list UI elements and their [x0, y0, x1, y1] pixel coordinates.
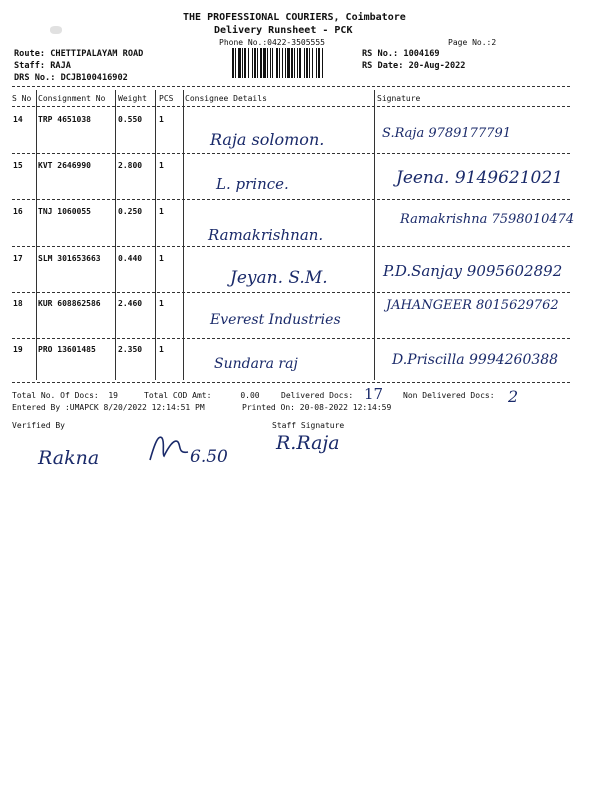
barcode-bar	[238, 48, 241, 78]
staff-signature: R.Raja	[276, 432, 340, 454]
table-bottom-rule	[12, 382, 570, 383]
cell-sno: 17	[13, 254, 23, 263]
cell-weight: 2.800	[118, 161, 143, 170]
scan-mark	[50, 26, 62, 34]
signature-handwriting: Jeena. 9149621021	[396, 168, 563, 188]
cell-pcs: 1	[159, 254, 164, 263]
delivered-docs-value: 17	[364, 385, 384, 403]
consignee-handwriting: Raja solomon.	[210, 130, 325, 149]
cell-sno: 14	[13, 115, 23, 124]
cell-pcs: 1	[159, 299, 164, 308]
rs-date: RS Date: 20-Aug-2022	[362, 61, 466, 71]
barcode-bar	[304, 48, 305, 78]
barcode-bar	[248, 48, 249, 78]
consignee-handwriting: Ramakrishnan.	[208, 226, 324, 244]
barcode-bar	[267, 48, 268, 78]
consignee-handwriting: L. prince.	[216, 175, 289, 193]
route: Route: CHETTIPALAYAM ROAD	[14, 49, 144, 59]
staff-signature-label: Staff Signature	[272, 421, 345, 430]
row-rule	[12, 246, 570, 247]
non-delivered-docs-label: Non Delivered Docs:	[403, 391, 495, 400]
col-divider	[115, 90, 116, 380]
col-divider	[36, 90, 37, 380]
barcode-bar	[291, 48, 293, 78]
barcode-bar	[244, 48, 246, 78]
staff: Staff: RAJA	[14, 61, 71, 71]
col-header-sno: S No	[12, 94, 32, 103]
row-rule	[12, 153, 570, 154]
table-top-rule	[12, 86, 570, 87]
barcode-bar	[242, 48, 243, 78]
cell-consignment: KVT 2646990	[38, 161, 91, 170]
barcode-bar	[272, 48, 273, 78]
delivered-docs-label: Delivered Docs:	[281, 391, 354, 400]
col-divider	[374, 90, 375, 380]
barcode-bar	[294, 48, 295, 78]
barcode-bar	[263, 48, 266, 78]
row-rule	[12, 199, 570, 200]
cell-pcs: 1	[159, 115, 164, 124]
barcode-bar	[312, 48, 313, 78]
consignee-handwriting: Everest Industries	[210, 312, 341, 328]
barcode-bar	[252, 48, 253, 78]
middle-signature-stroke	[148, 428, 196, 464]
verified-by-label: Verified By	[12, 421, 65, 430]
barcode-bar	[316, 48, 317, 78]
barcode-bar	[306, 48, 308, 78]
barcode-bar	[297, 48, 298, 78]
rs-number: RS No.: 1004169	[362, 49, 440, 59]
cell-sno: 16	[13, 207, 23, 216]
barcode-bar	[276, 48, 278, 78]
signature-handwriting: D.Priscilla 9994260388	[392, 352, 559, 368]
barcode-bar	[318, 48, 320, 78]
cell-consignment: TRP 4651038	[38, 115, 91, 124]
verified-by-signature: Rakna	[38, 447, 100, 469]
signature-handwriting: Ramakrishna 7598010474	[400, 212, 575, 227]
cell-weight: 2.460	[118, 299, 143, 308]
barcode-bar	[254, 48, 256, 78]
col-divider	[183, 90, 184, 380]
cell-weight: 0.250	[118, 207, 143, 216]
runsheet-title: Delivery Runsheet - PCK	[214, 25, 353, 36]
drs-number: DRS No.: DCJB100416902	[14, 73, 128, 83]
entered-by: Entered By :UMAPCK 8/20/2022 12:14:51 PM	[12, 403, 205, 412]
barcode-bar	[322, 48, 323, 78]
printed-on: Printed On: 20-08-2022 12:14:59	[242, 403, 392, 412]
barcode-bar	[232, 48, 234, 78]
signature-handwriting: P.D.Sanjay 9095602892	[383, 262, 563, 280]
col-header-signature: Signature	[377, 94, 421, 103]
middle-signature: 6.50	[190, 447, 228, 467]
cell-pcs: 1	[159, 345, 164, 354]
cell-sno: 19	[13, 345, 23, 354]
cell-consignment: TNJ 1060055	[38, 207, 91, 216]
col-divider	[155, 90, 156, 380]
col-header-weight: Weight	[118, 94, 147, 103]
cell-weight: 0.440	[118, 254, 143, 263]
barcode-bar	[257, 48, 258, 78]
barcode-bar	[287, 48, 290, 78]
cell-consignment: PRO 13601485	[38, 345, 96, 354]
cell-weight: 2.350	[118, 345, 143, 354]
cell-weight: 0.550	[118, 115, 143, 124]
barcode-bar	[235, 48, 236, 78]
cell-consignment: KUR 608862586	[38, 299, 101, 308]
cell-consignment: SLM 301653663	[38, 254, 101, 263]
barcode	[232, 48, 354, 78]
barcode-bar	[260, 48, 262, 78]
signature-handwriting: JAHANGEER 8015629762	[386, 298, 559, 313]
signature-handwriting: S.Raja 9789177791	[382, 126, 512, 141]
total-docs: Total No. Of Docs: 19	[12, 391, 118, 400]
barcode-bar	[282, 48, 283, 78]
col-header-consignee: Consignee Details	[185, 94, 267, 103]
cell-pcs: 1	[159, 161, 164, 170]
page-number: Page No.:2	[448, 38, 497, 47]
col-header-consignment: Consignment No	[38, 94, 106, 103]
col-header-pcs: PCS	[159, 94, 174, 103]
phone-number: Phone No.:0422-3505555	[219, 38, 325, 47]
barcode-bar	[299, 48, 301, 78]
non-delivered-docs-value: 2	[508, 387, 519, 406]
cell-sno: 18	[13, 299, 23, 308]
table-header-rule	[12, 106, 570, 107]
barcode-bar	[279, 48, 280, 78]
company-name: THE PROFESSIONAL COURIERS, Coimbatore	[183, 12, 406, 23]
consignee-handwriting: Jeyan. S.M.	[230, 268, 328, 288]
row-rule	[12, 292, 570, 293]
consignee-handwriting: Sundara raj	[214, 356, 298, 372]
barcode-bar	[309, 48, 310, 78]
barcode-bar	[285, 48, 286, 78]
total-cod: Total COD Amt: 0.00	[144, 391, 260, 400]
row-rule	[12, 338, 570, 339]
barcode-bar	[270, 48, 271, 78]
cell-pcs: 1	[159, 207, 164, 216]
cell-sno: 15	[13, 161, 23, 170]
